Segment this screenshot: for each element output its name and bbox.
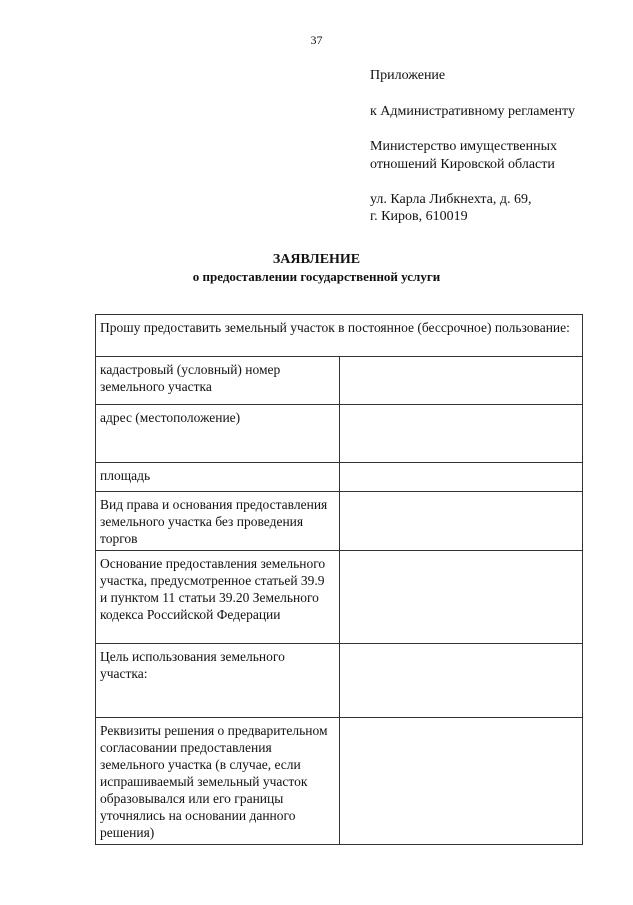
field-value-purpose[interactable] <box>339 644 583 718</box>
field-value-area[interactable] <box>339 463 583 492</box>
regulation-reference: к Административному регламенту <box>370 104 575 119</box>
field-value-address[interactable] <box>339 405 583 463</box>
table-row <box>96 463 583 492</box>
field-label-cadastral-number: кадастровый (условный) номер земельного участка <box>96 357 340 405</box>
field-label-legal-basis: Основание предоставления земельного участка, предусмотренное статьей 39.9 и пунктом 11 статьи 39.20 Земельного кодекса Российской Федерации <box>96 551 340 644</box>
field-label-area: площадь <box>96 463 340 492</box>
field-label-purpose: Цель использования земельного участка: <box>96 644 340 718</box>
address-line2: г. Киров, 610019 <box>370 209 468 224</box>
document-title: ЗАЯВЛЕНИЕ <box>272 252 361 267</box>
address-line1: ул. Карла Либкнехта, д. 69, <box>370 192 532 207</box>
ministry-name-line2: отношений Кировской области <box>370 157 555 172</box>
document-subtitle: о предоставлении государственной услуги <box>192 269 441 284</box>
field-value-right-type[interactable] <box>339 492 583 551</box>
table-row <box>96 644 583 718</box>
application-form-table <box>95 314 583 845</box>
table-row <box>96 492 583 551</box>
ministry-name-line1: Министерство имущественных <box>370 139 557 154</box>
table-row <box>96 405 583 463</box>
field-value-legal-basis[interactable] <box>339 551 583 644</box>
appendix-label: Приложение <box>370 68 446 83</box>
page-number: 37 <box>310 33 323 47</box>
field-label-address: адрес (местоположение) <box>96 405 340 463</box>
table-row <box>96 718 583 845</box>
field-label-decision-details: Реквизиты решения о предварительном согласовании предоставления земельного участка (в случае, если испрашиваемый земельный участок образовывался или его границы уточнялись на основании данного решения) <box>96 718 340 845</box>
intro-row <box>96 315 583 357</box>
table-row <box>96 357 583 405</box>
field-label-right-type: Вид права и основания предоставления земельного участка без проведения торгов <box>96 492 340 551</box>
table-row <box>96 551 583 644</box>
field-value-decision-details[interactable] <box>339 718 583 845</box>
field-value-cadastral-number[interactable] <box>339 357 583 405</box>
intro-text: Прошу предоставить земельный участок в постоянное (бессрочное) пользование: <box>96 315 583 357</box>
